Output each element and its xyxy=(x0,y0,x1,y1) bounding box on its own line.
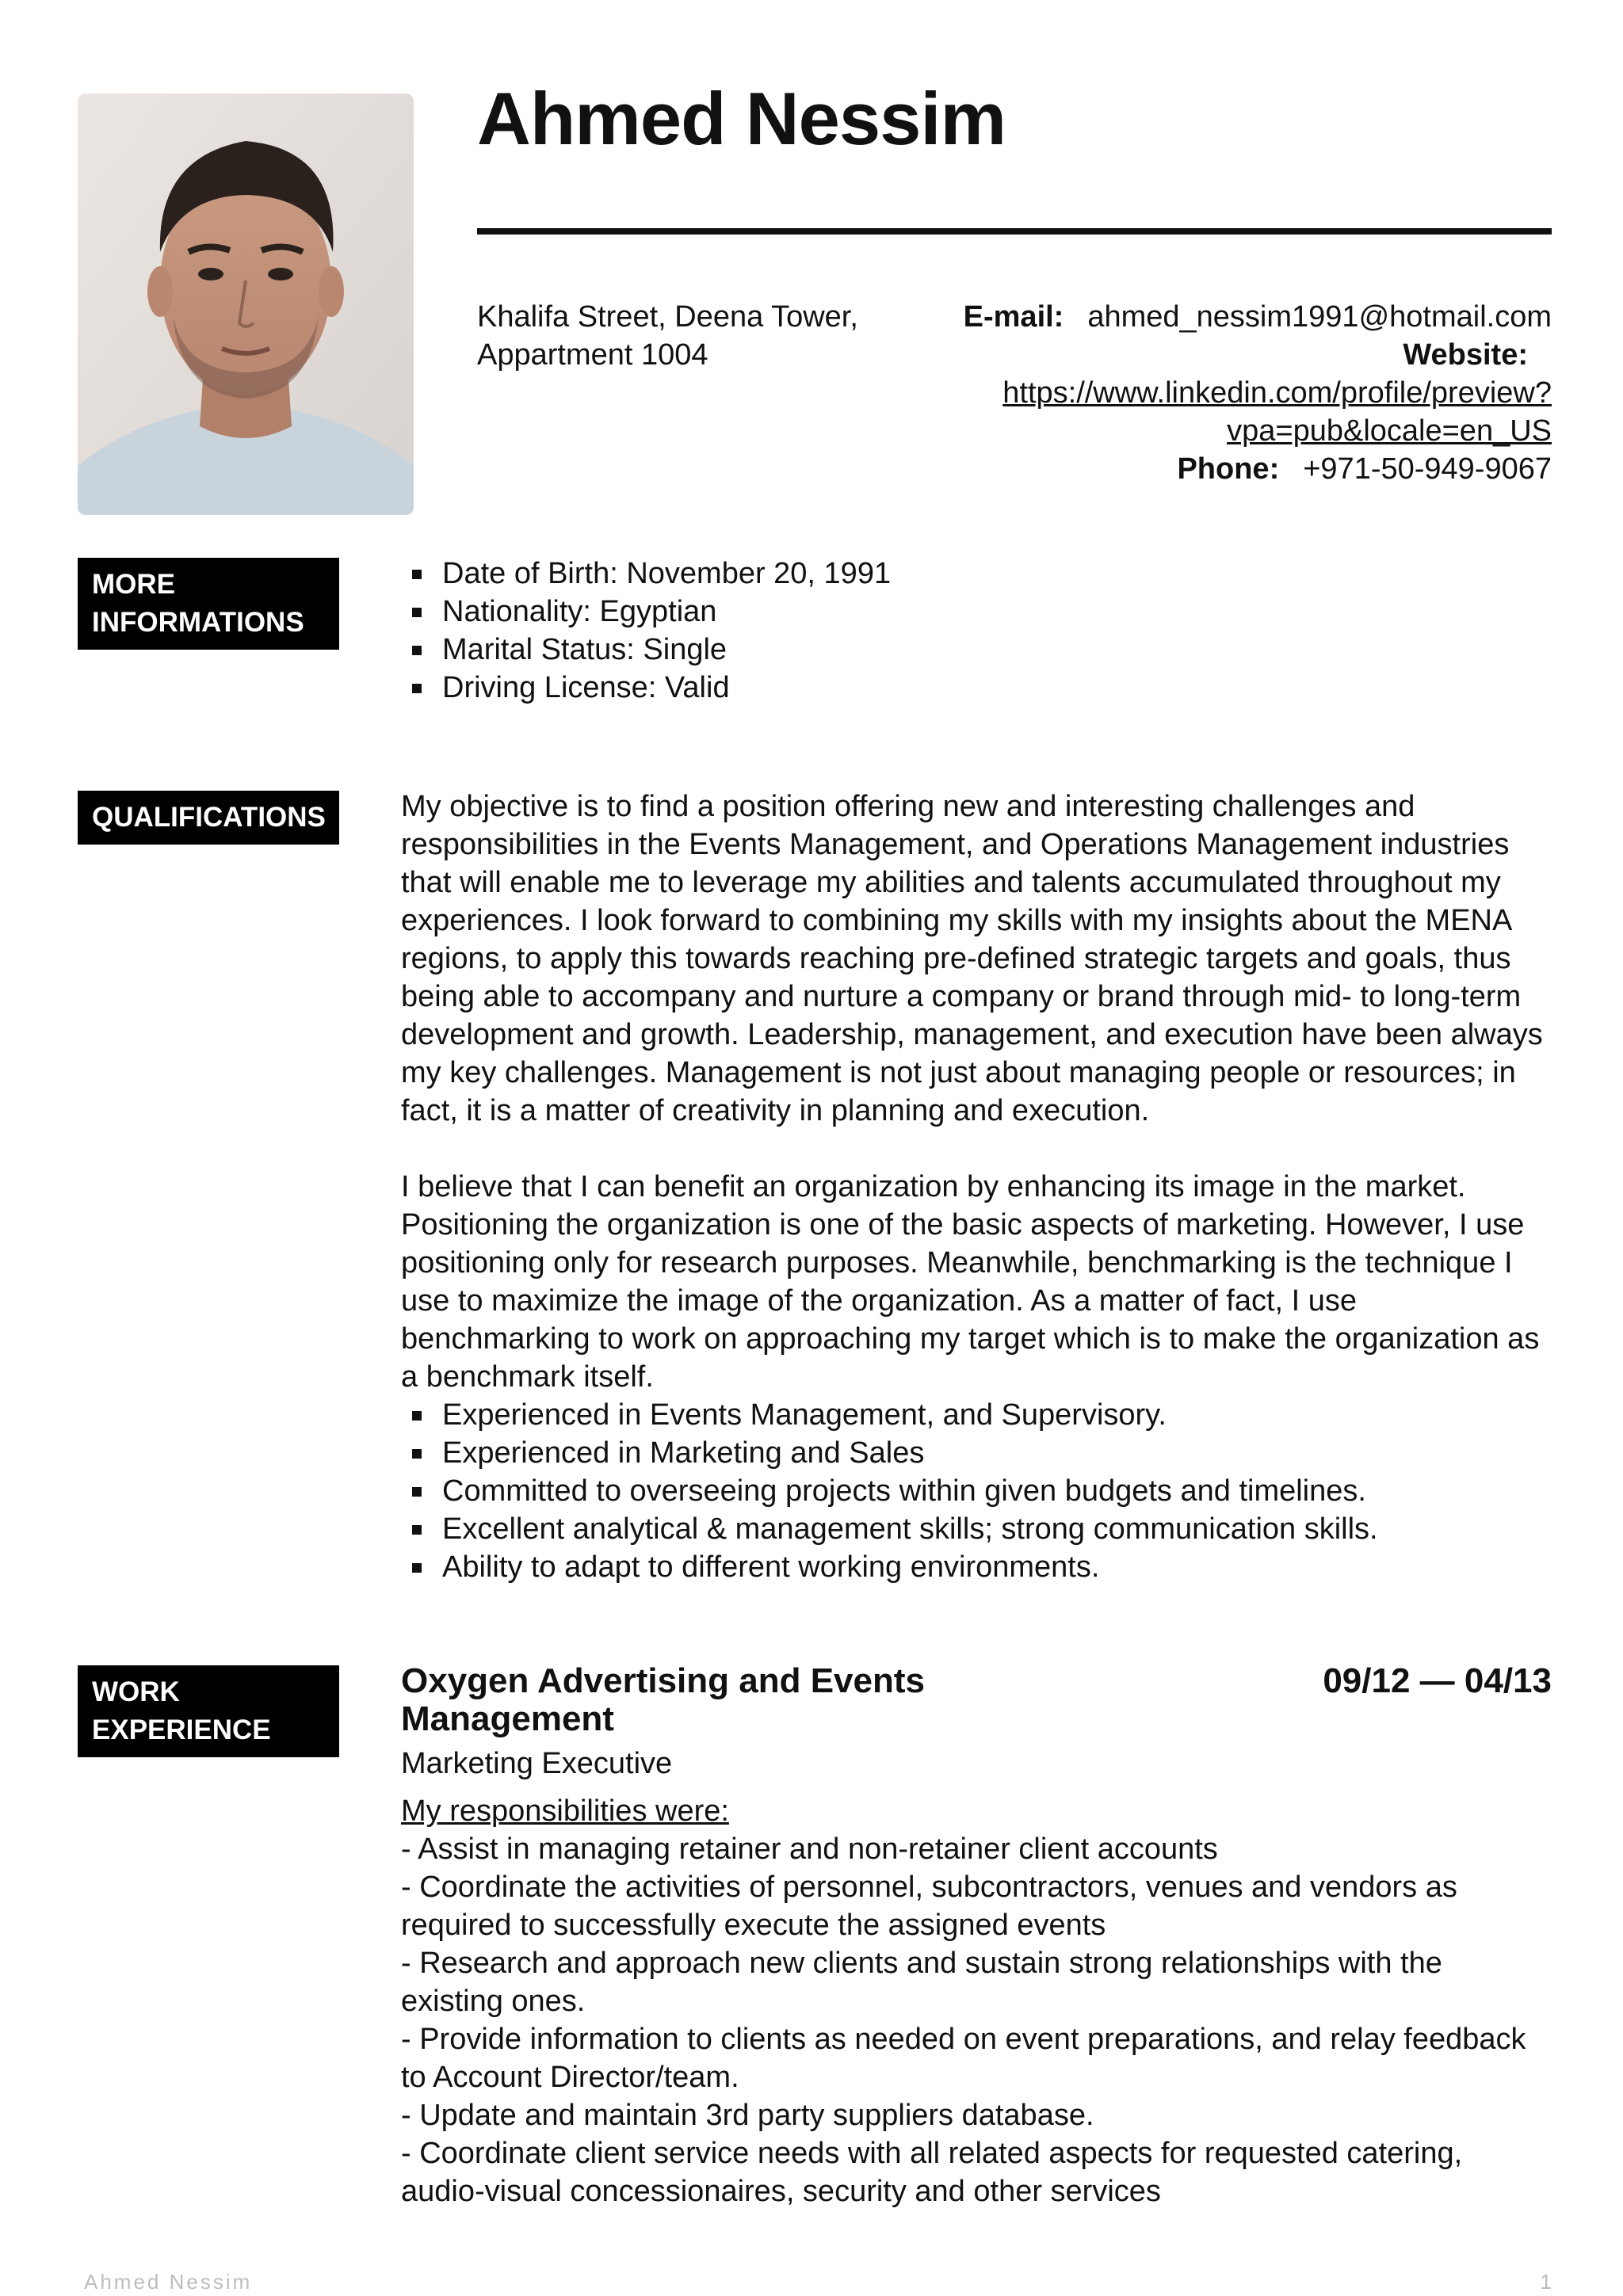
section-label-line: EXPERIENCE xyxy=(92,1714,271,1745)
list-item: Committed to overseeing projects within given budgets and timelines. xyxy=(420,1472,1552,1510)
list-item: Ability to adapt to different working environments. xyxy=(420,1548,1552,1586)
responsibility-item: - Coordinate client service needs with all related aspects for requested catering, audio-visual concessionaires, security and other services xyxy=(401,2137,1463,2208)
candidate-name: Ahmed Nessim xyxy=(477,77,1006,160)
section-label-qualifications: QUALIFICATIONS xyxy=(78,791,339,845)
responsibility-item: - Research and approach new clients and sustain strong relationships with the existing ones. xyxy=(401,1947,1442,2018)
job-dates: 09/12 — 04/13 xyxy=(1323,1661,1552,1700)
phone-label: Phone: xyxy=(1177,452,1280,486)
responsibility-item: - Assist in managing retainer and non-retainer client accounts xyxy=(401,1833,1218,1866)
contact-block xyxy=(949,298,1552,488)
section-label-work-experience xyxy=(78,1665,339,1757)
phone-value: +971-50-949-9067 xyxy=(1303,452,1552,486)
qualifications-paragraph-1: My objective is to find a position offering new and interesting challenges and responsibilities in the Events Management, and Operations Management industries that will enable me to leverage my abilities and talents accumulated throughout my experiences. I look forward to combining my skills with my insights about the MENA regions, to apply this towards reaching pre-defined strategic targets and goals, thus being able to accompany and nurture a company or brand through mid- to long-term development and growth. Leadership, management, and execution have been always my key challenges. Management is not just about managing people or resources; in fact, it is a matter of creativity in planning and execution. xyxy=(401,790,1543,1127)
qualifications-paragraph-2: I believe that I can benefit an organization by enhancing its image in the market. Positioning the organization is one of the basic aspects of marketing. However, I use positioning only for research purposes. Meanwhile, benchmarking is the technique I use to maximize the image of the organization. As a matter of fact, I use benchmarking to work on approaching my target which is to make the organization as a benchmark itself. xyxy=(401,1170,1540,1394)
responsibility-item: - Update and maintain 3rd party suppliers database. xyxy=(401,2099,1094,2132)
footer-name: Ahmed Nessim xyxy=(84,2270,253,2294)
list-item: Marital Status: Single xyxy=(420,631,1552,669)
address-line-2: Appartment 1004 xyxy=(477,338,708,372)
responsibilities-heading: My responsibilities were: xyxy=(401,1794,729,1828)
header-divider xyxy=(477,228,1552,235)
website-link-line-2[interactable]: vpa=pub&locale=en_US xyxy=(1227,414,1552,448)
section-label-more-informations xyxy=(78,558,339,650)
job-company: Oxygen Advertising and Events Management xyxy=(401,1661,925,1738)
list-item: Date of Birth: November 20, 1991 xyxy=(420,555,1552,593)
list-item: Driving License: Valid xyxy=(420,669,1552,707)
responsibility-item: - Coordinate the activities of personnel, subcontractors, venues and vendors as required to successfully execute the assigned events xyxy=(401,1871,1457,1942)
email-value[interactable]: ahmed_nessim1991@hotmail.com xyxy=(1087,300,1552,334)
section-label-line: WORK xyxy=(92,1676,180,1707)
profile-photo xyxy=(78,93,414,515)
page-number: 1 xyxy=(1540,2270,1552,2294)
email-label: E-mail: xyxy=(963,300,1064,334)
website-link-line-1[interactable]: https://www.linkedin.com/profile/preview? xyxy=(1002,376,1552,410)
list-item: Excellent analytical & management skills; strong communication skills. xyxy=(420,1510,1552,1548)
list-item: Nationality: Egyptian xyxy=(420,593,1552,631)
job-title: Marketing Executive xyxy=(401,1747,673,1780)
email-row xyxy=(949,298,1552,336)
job-header xyxy=(401,1662,1552,1738)
responsibility-item: - Provide information to clients as needed on event preparations, and relay feedback to Account Director/team. xyxy=(401,2023,1526,2094)
website-label: Website: xyxy=(1403,338,1528,372)
website-row xyxy=(949,336,1552,374)
address-block xyxy=(477,298,921,374)
section-label-line: INFORMATIONS xyxy=(92,607,304,638)
more-informations-content xyxy=(401,555,1552,707)
list-item: Experienced in Marketing and Sales xyxy=(420,1434,1552,1472)
list-item: Experienced in Events Management, and Supervisory. xyxy=(420,1396,1552,1434)
work-experience-content xyxy=(401,1662,1552,2210)
section-label-line: MORE xyxy=(92,569,175,600)
address-line-1: Khalifa Street, Deena Tower, xyxy=(477,300,858,334)
qualifications-content xyxy=(401,788,1552,1586)
phone-row xyxy=(949,450,1552,488)
